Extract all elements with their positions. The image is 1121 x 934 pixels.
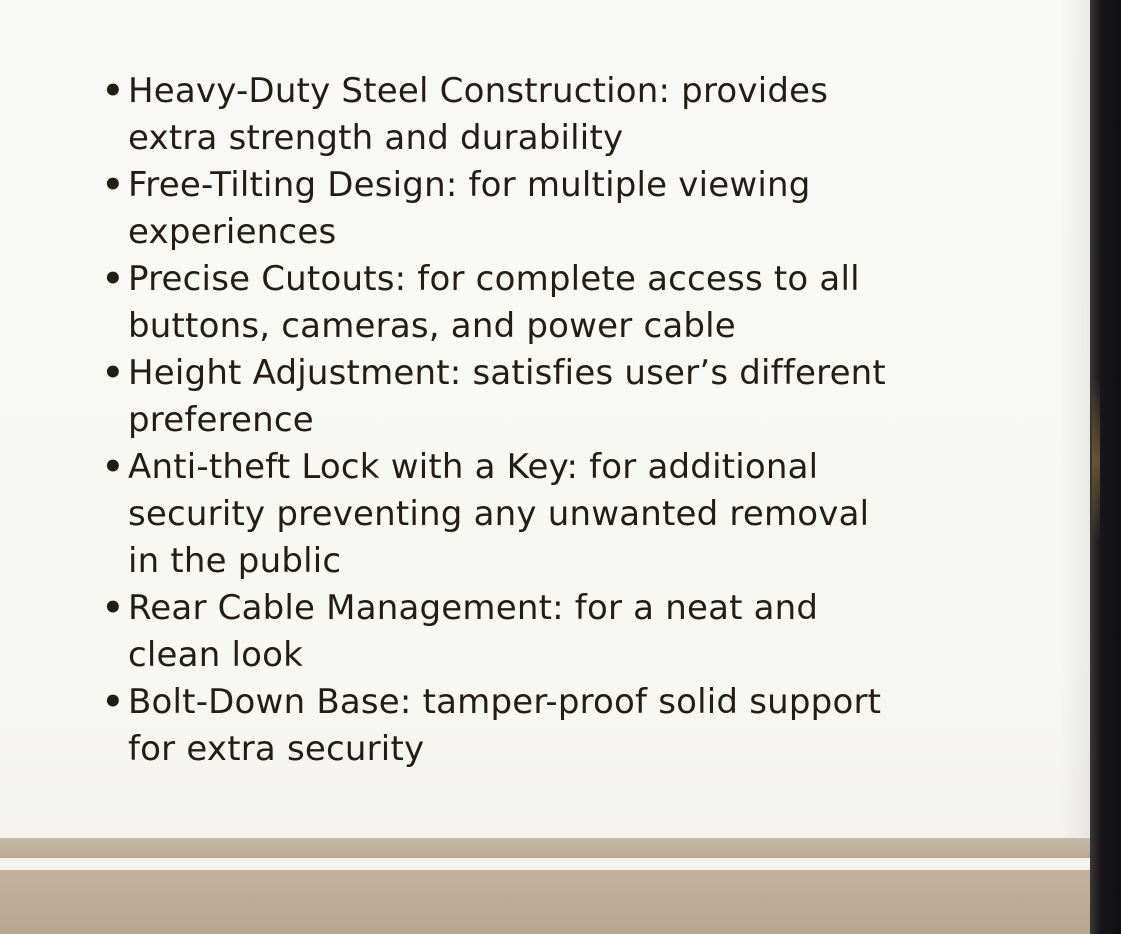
edge-highlight — [1092, 380, 1100, 540]
feature-line: Free-Tilting Design: for multiple viewing — [128, 165, 811, 205]
feature-line: Anti-theft Lock with a Key: for additional — [128, 447, 819, 487]
feature-line: preference — [128, 400, 314, 440]
feature-line: Heavy-Duty Steel Construction: provides — [128, 71, 829, 111]
feature-item — [102, 585, 942, 679]
feature-item — [102, 68, 942, 162]
decorative-stripe-gap — [0, 858, 1090, 870]
feature-line: experiences — [128, 212, 337, 252]
feature-item — [102, 162, 942, 256]
feature-list — [102, 68, 942, 773]
bullet-icon: • — [102, 259, 124, 299]
feature-item — [102, 679, 942, 773]
feature-line: clean look — [128, 635, 303, 675]
feature-line: buttons, cameras, and power cable — [128, 306, 736, 346]
feature-line: Rear Cable Management: for a neat and — [128, 588, 819, 628]
feature-item — [102, 350, 942, 444]
feature-line: Bolt-Down Base: tamper-proof solid support — [128, 682, 882, 722]
bullet-icon: • — [102, 682, 124, 722]
decorative-stripe-top — [0, 838, 1090, 858]
feature-item — [102, 256, 942, 350]
feature-line: Precise Cutouts: for complete access to all — [128, 259, 860, 299]
bullet-icon: • — [102, 71, 124, 111]
bullet-icon: • — [102, 165, 124, 205]
feature-line: security preventing any unwanted removal — [128, 494, 870, 534]
bullet-icon: • — [102, 353, 124, 393]
feature-line: for extra security — [128, 729, 425, 769]
feature-line: Height Adjustment: satisfies user’s different — [128, 353, 886, 393]
decorative-stripe-bottom — [0, 870, 1090, 934]
panel-shadow — [1060, 0, 1090, 934]
bullet-icon: • — [102, 447, 124, 487]
bullet-icon: • — [102, 588, 124, 628]
feature-line: extra strength and durability — [128, 118, 624, 158]
feature-line: in the public — [128, 541, 342, 581]
feature-item — [102, 444, 942, 585]
